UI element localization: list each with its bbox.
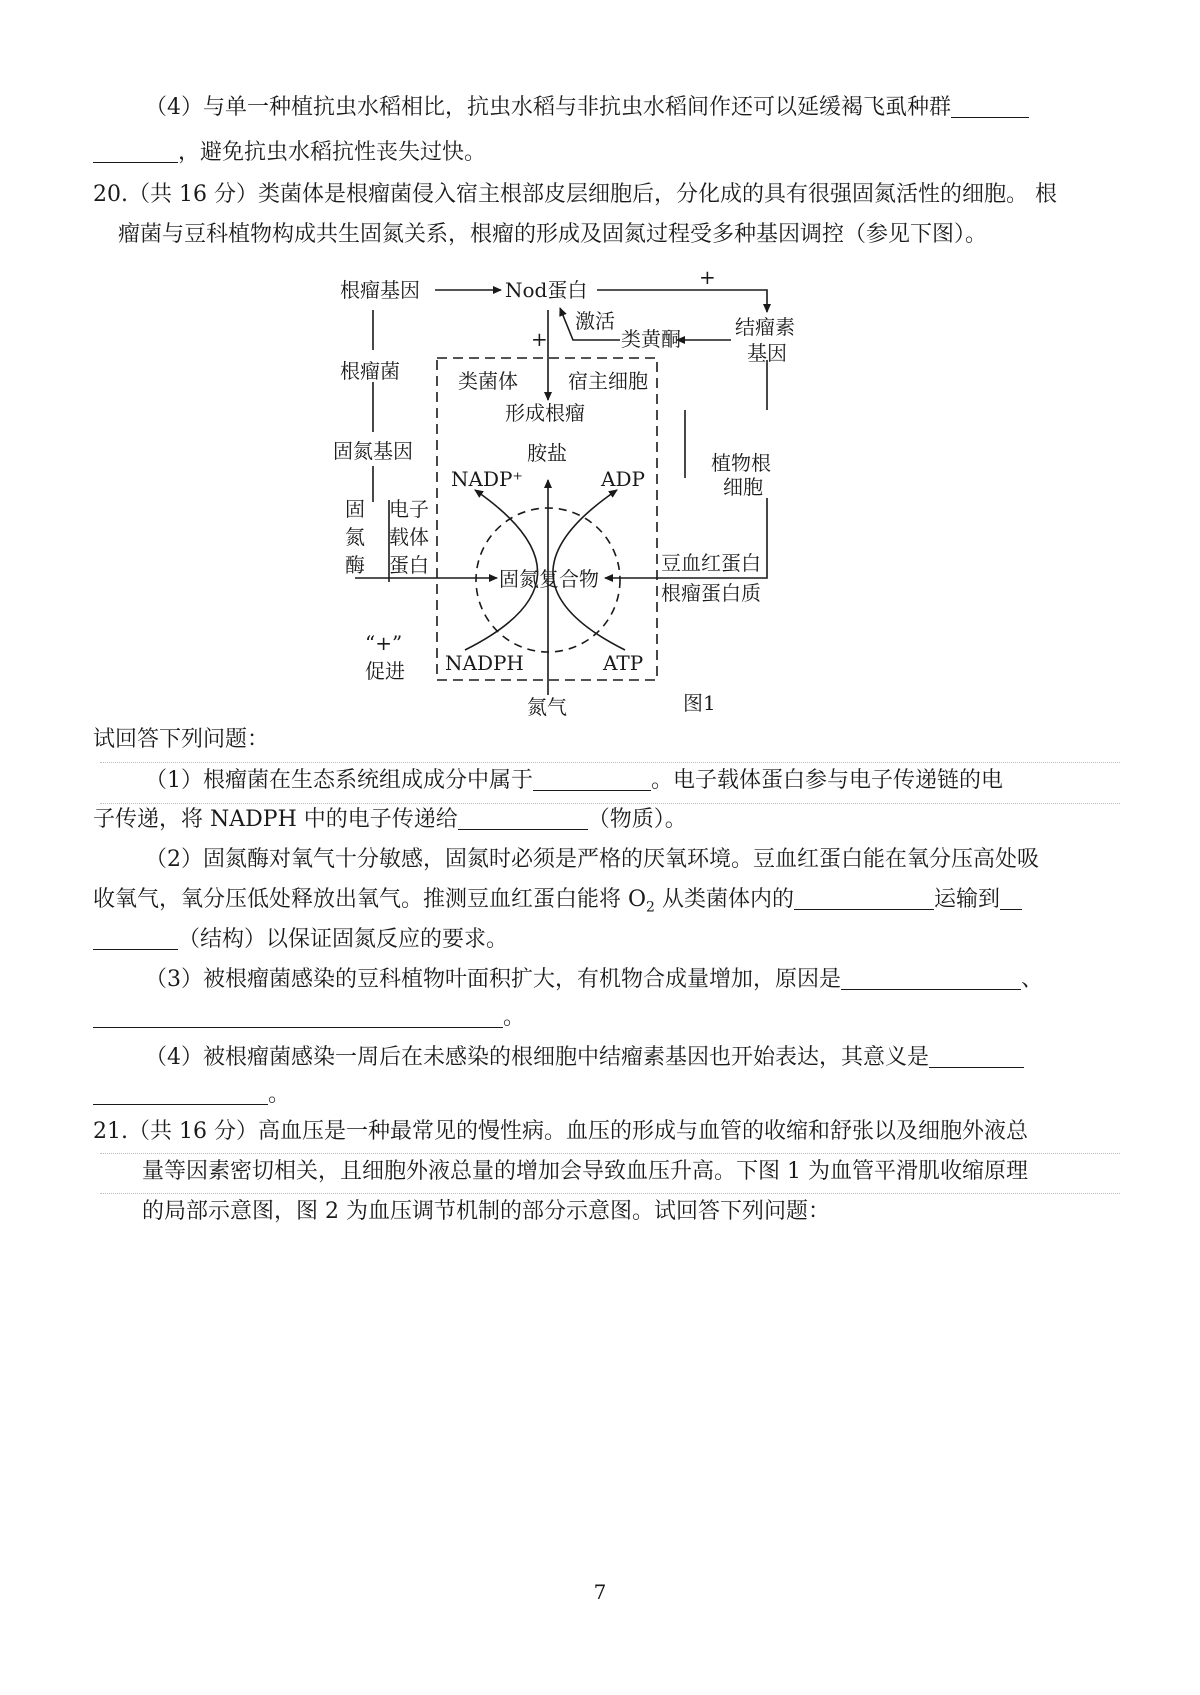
label-gene-nodule: 根瘤基因 xyxy=(340,278,420,302)
q20-3-text-a: （3）被根瘤菌感染的豆科植物叶面积扩大，有机物合成量增加，原因是 xyxy=(145,967,841,992)
label-nod-protein: Nod蛋白 xyxy=(505,278,588,302)
q19-4-text-cont: ，避免抗虫水稻抗性丧失过快。 xyxy=(178,140,487,165)
q20-4-end: 。 xyxy=(268,1082,291,1107)
answer-blank[interactable] xyxy=(841,967,1021,990)
label-rhizobium: 根瘤菌 xyxy=(340,359,400,383)
q20-1-text-d: （物质）。 xyxy=(587,807,687,832)
q20-2-text-b1: 收氧气，氧分压低处释放出氧气。推测豆血红蛋白能将 O xyxy=(93,887,647,912)
q20-1-line1 xyxy=(145,766,1003,796)
label-carrier-3: 蛋白 xyxy=(389,553,429,577)
label-nodulin-gene-1: 结瘤素 xyxy=(735,315,795,339)
label-adp: ADP xyxy=(601,467,645,491)
label-form-nodule: 形成根瘤 xyxy=(505,401,585,425)
label-plus-top: + xyxy=(699,265,716,289)
q21-line1: 21.（共 16 分）高血压是一种最常见的慢性病。血压的形成与血管的收缩和舒张以及细胞外液总 xyxy=(93,1119,1028,1144)
label-plant-root-2: 细胞 xyxy=(723,475,763,499)
label-flavonoid: 类黄酮 xyxy=(621,327,681,351)
q20-2-line2 xyxy=(93,885,1022,922)
label-atp: ATP xyxy=(603,651,644,675)
q20-2-text-b2: 从类菌体内的 xyxy=(654,887,794,912)
label-plus-mid: + xyxy=(531,327,548,351)
label-legend-plus: “+” xyxy=(365,631,403,655)
q20-4-text-a: （4）被根瘤菌感染一周后在未感染的根细胞中结瘤素基因也开始表达，其意义是 xyxy=(145,1045,929,1070)
label-carrier-1: 电子 xyxy=(389,497,429,521)
divider xyxy=(100,1153,1120,1154)
q20-1-text-c: 子传递，将 NADPH 中的电子传递给 xyxy=(93,807,458,832)
label-nodulin-gene-2: 基因 xyxy=(747,341,787,365)
q21-line3: 的局部示意图，图 2 为血压调节机制的部分示意图。试回答下列问题： xyxy=(142,1199,830,1224)
q20-2-sub: 2 xyxy=(646,899,655,916)
label-legend-promote: 促进 xyxy=(365,659,405,683)
label-nif-gene: 固氮基因 xyxy=(333,439,413,463)
answer-blank[interactable] xyxy=(93,1005,503,1028)
arrow-promote-nodulin xyxy=(597,290,767,312)
label-figure-1: 图1 xyxy=(683,691,716,715)
answer-blank[interactable] xyxy=(929,1045,1024,1068)
answer-blank[interactable] xyxy=(533,768,651,791)
q19-4-text: （4）与单一种植抗虫水稻相比，抗虫水稻与非抗虫水稻间作还可以延缓褐飞虱种群 xyxy=(145,95,951,120)
answer-blank[interactable] xyxy=(93,140,178,163)
page-number: 7 xyxy=(593,1580,607,1604)
label-bacteroid: 类菌体 xyxy=(458,369,518,393)
answer-blank[interactable] xyxy=(93,927,178,950)
label-nitrogenase-1: 固 xyxy=(345,497,365,521)
q20-prompt: 试回答下列问题： xyxy=(93,727,270,752)
divider xyxy=(100,762,1120,763)
q20-1-text-a: （1）根瘤菌在生态系统组成成分中属于 xyxy=(145,768,533,793)
q20-2-line3 xyxy=(93,925,508,955)
answer-blank[interactable] xyxy=(458,807,588,830)
q20-intro-line1: 20.（共 16 分）类菌体是根瘤菌侵入宿主根部皮层细胞后，分化成的具有很强固氮活性的细胞。 根 xyxy=(93,182,1057,207)
answer-blank[interactable] xyxy=(794,887,934,910)
answer-blank[interactable] xyxy=(1000,887,1022,910)
label-carrier-2: 载体 xyxy=(389,525,429,549)
label-nadph: NADPH xyxy=(445,651,524,675)
label-complex: 固氮复合物 xyxy=(499,567,599,591)
q20-intro-line2: 瘤菌与豆科植物构成共生固氮关系，根瘤的形成及固氮过程受多种基因调控（参见下图）。 xyxy=(118,222,988,247)
label-leghemoglobin: 豆血红蛋白 xyxy=(661,551,761,575)
q20-2-text-c: （结构）以保证固氮反应的要求。 xyxy=(178,927,509,952)
q20-1-line2 xyxy=(93,805,687,835)
label-host-cell: 宿主细胞 xyxy=(568,369,648,393)
label-plant-root-1: 植物根 xyxy=(711,451,771,475)
q20-3-end: 。 xyxy=(503,1005,526,1030)
q20-1-text-b: 。电子载体蛋白参与电子传递链的电 xyxy=(651,768,1004,793)
answer-blank[interactable] xyxy=(951,95,1029,118)
label-nitrogenase-2: 氮 xyxy=(345,525,365,549)
label-ammonium: 胺盐 xyxy=(527,441,567,465)
q20-3-line1 xyxy=(145,965,1043,995)
q19-4-line2 xyxy=(93,138,486,168)
q20-4-line1 xyxy=(145,1043,1024,1073)
answer-blank[interactable] xyxy=(93,1082,268,1105)
label-nadp-plus: NADP⁺ xyxy=(451,467,523,491)
q20-3-sep: 、 xyxy=(1021,967,1044,992)
divider xyxy=(100,1193,1120,1194)
divider xyxy=(100,803,1120,804)
q20-3-line2 xyxy=(93,1003,525,1033)
label-nitrogenase-3: 酶 xyxy=(345,553,365,577)
q20-2-text-b3: 运输到 xyxy=(933,887,1000,912)
q19-4-line1 xyxy=(145,93,1029,123)
label-activate: 激活 xyxy=(575,309,615,333)
nitrogen-fixation-diagram xyxy=(333,265,825,730)
q20-2-line1: （2）固氮酶对氧气十分敏感，固氮时必须是严格的厌氧环境。豆血红蛋白能在氧分压高处吸 xyxy=(145,847,1040,872)
label-nitrogen: 氮气 xyxy=(527,695,567,719)
q20-4-line2 xyxy=(93,1080,290,1110)
q21-line2: 量等因素密切相关，且细胞外液总量的增加会导致血压升高。下图 1 为血管平滑肌收缩原理 xyxy=(142,1159,1028,1184)
label-nodule-protein: 根瘤蛋白质 xyxy=(661,581,761,605)
